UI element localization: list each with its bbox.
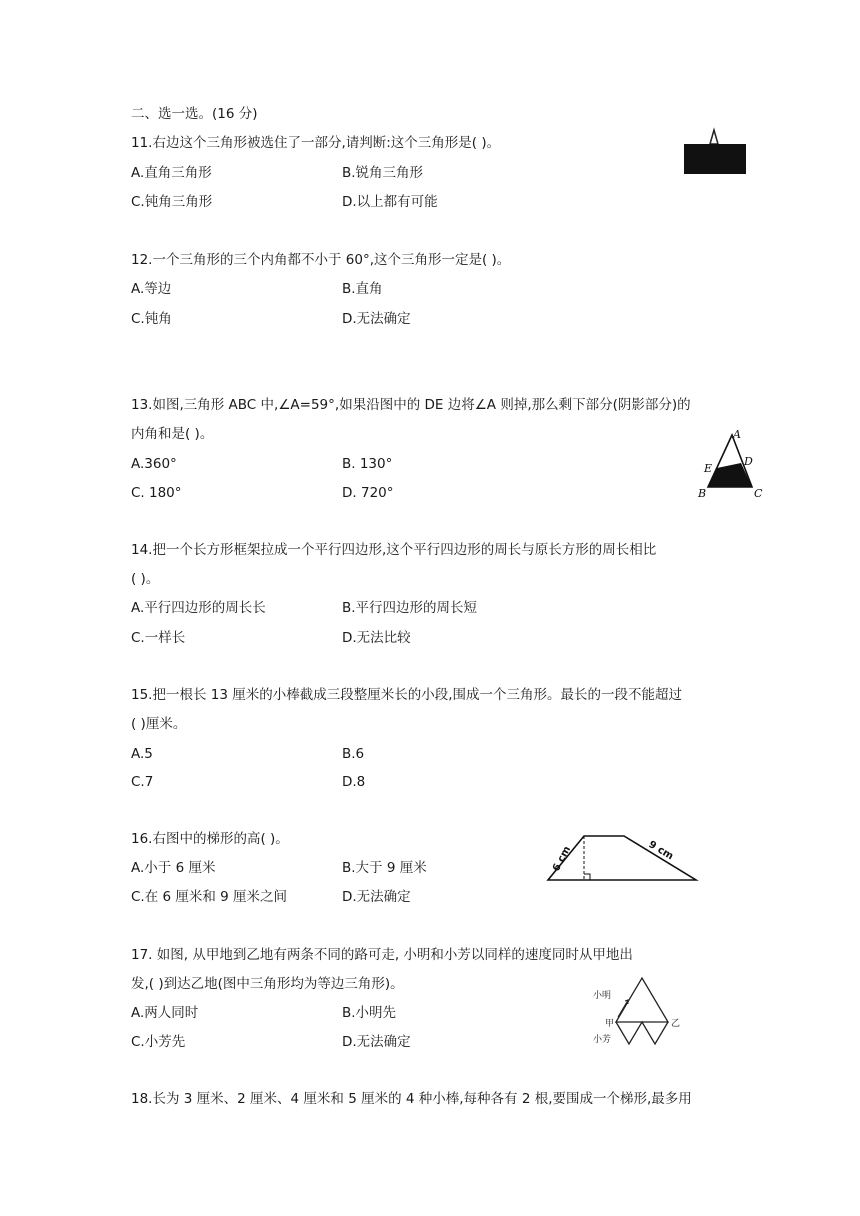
question-13-option-d: D. 720° <box>342 485 394 501</box>
section-title: 二、选一选。(16 分) <box>131 106 258 122</box>
question-12-option-d: D.无法确定 <box>342 311 411 327</box>
vertex-a-label: A <box>733 428 741 441</box>
question-17-option-b: B.小明先 <box>342 1005 397 1021</box>
question-11-option-c: C.钝角三角形 <box>131 194 213 210</box>
question-11-stem: 11.右边这个三角形被选住了一部分,请判断:这个三角形是( )。 <box>131 135 501 151</box>
question-12-option-c: C.钝角 <box>131 311 172 327</box>
question-14-option-b: B.平行四边形的周长短 <box>342 600 478 616</box>
vertex-b-label: B <box>698 487 707 500</box>
question-17-stem-line2: 发,( )到达乙地(图中三角形均为等边三角形)。 <box>131 976 404 992</box>
question-17-option-a: A.两人同时 <box>131 1005 199 1021</box>
question-12-option-a: A.等边 <box>131 281 172 297</box>
question-14-stem-line1: 14.把一个长方形框架拉成一个平行四边形,这个平行四边形的周长与原长方形的周长相比 <box>131 542 657 558</box>
question-13-option-b: B. 130° <box>342 456 393 472</box>
question-15-option-d: D.8 <box>342 774 366 790</box>
question-14-option-a: A.平行四边形的周长长 <box>131 600 266 616</box>
question-16-option-c: C.在 6 厘米和 9 厘米之间 <box>131 889 288 905</box>
path-figure <box>585 970 695 1060</box>
question-18-stem: 18.长为 3 厘米、2 厘米、4 厘米和 5 厘米的 4 种小棒,每种各有 2 根,要围成一个梯形,最多用 <box>131 1091 692 1107</box>
question-14-option-d: D.无法比较 <box>342 630 411 646</box>
covered-triangle-figure <box>680 126 750 178</box>
xiaofang-label: 小芳 <box>593 1035 612 1045</box>
triangle-abc-figure <box>690 425 770 500</box>
question-16-stem: 16.右图中的梯形的高( )。 <box>131 831 289 847</box>
end-point-label: 乙 <box>671 1019 681 1029</box>
question-12-option-b: B.直角 <box>342 281 383 297</box>
trapezoid-figure <box>540 828 705 888</box>
question-13-stem-line1: 13.如图,三角形 ABC 中,∠A=59°,如果沿图中的 DE 边将∠A 则掉,那么剩下部分(阴影部分)的 <box>131 397 691 413</box>
vertex-c-label: C <box>754 487 763 500</box>
question-16-option-a: A.小于 6 厘米 <box>131 860 216 876</box>
trapezoid-left-side-label: 6 cm <box>550 844 574 874</box>
question-17-stem-line1: 17. 如图, 从甲地到乙地有两条不同的路可走, 小明和小芳以同样的速度同时从甲地出 <box>131 947 633 963</box>
question-15-option-c: C.7 <box>131 774 154 790</box>
question-15-stem-line1: 15.把一根长 13 厘米的小棒截成三段整厘米长的小段,围成一个三角形。最长的一段不能超过 <box>131 687 683 703</box>
question-11-option-d: D.以上都有可能 <box>342 194 438 210</box>
trapezoid-right-side-label: 9 cm <box>646 839 676 863</box>
question-15-option-a: A.5 <box>131 746 153 762</box>
question-13-option-c: C. 180° <box>131 485 182 501</box>
question-15-option-b: B.6 <box>342 746 365 762</box>
question-11-option-a: A.直角三角形 <box>131 165 212 181</box>
vertex-e-label: E <box>704 462 713 475</box>
question-17-option-d: D.无法确定 <box>342 1034 411 1050</box>
question-13-option-a: A.360° <box>131 456 177 472</box>
question-14-stem-line2: ( )。 <box>131 571 160 587</box>
question-16-option-d: D.无法确定 <box>342 889 411 905</box>
start-point-label: 甲 <box>605 1019 615 1029</box>
question-17-option-c: C.小芳先 <box>131 1034 186 1050</box>
question-12-stem: 12.一个三角形的三个内角都不小于 60°,这个三角形一定是( )。 <box>131 252 511 268</box>
question-11-option-b: B.锐角三角形 <box>342 165 424 181</box>
question-14-option-c: C.一样长 <box>131 630 186 646</box>
vertex-d-label: D <box>744 455 753 468</box>
question-16-option-b: B.大于 9 厘米 <box>342 860 427 876</box>
question-13-stem-line2: 内角和是( )。 <box>131 426 214 442</box>
xiaoming-label: 小明 <box>593 991 612 1001</box>
question-15-stem-line2: ( )厘米。 <box>131 716 187 732</box>
